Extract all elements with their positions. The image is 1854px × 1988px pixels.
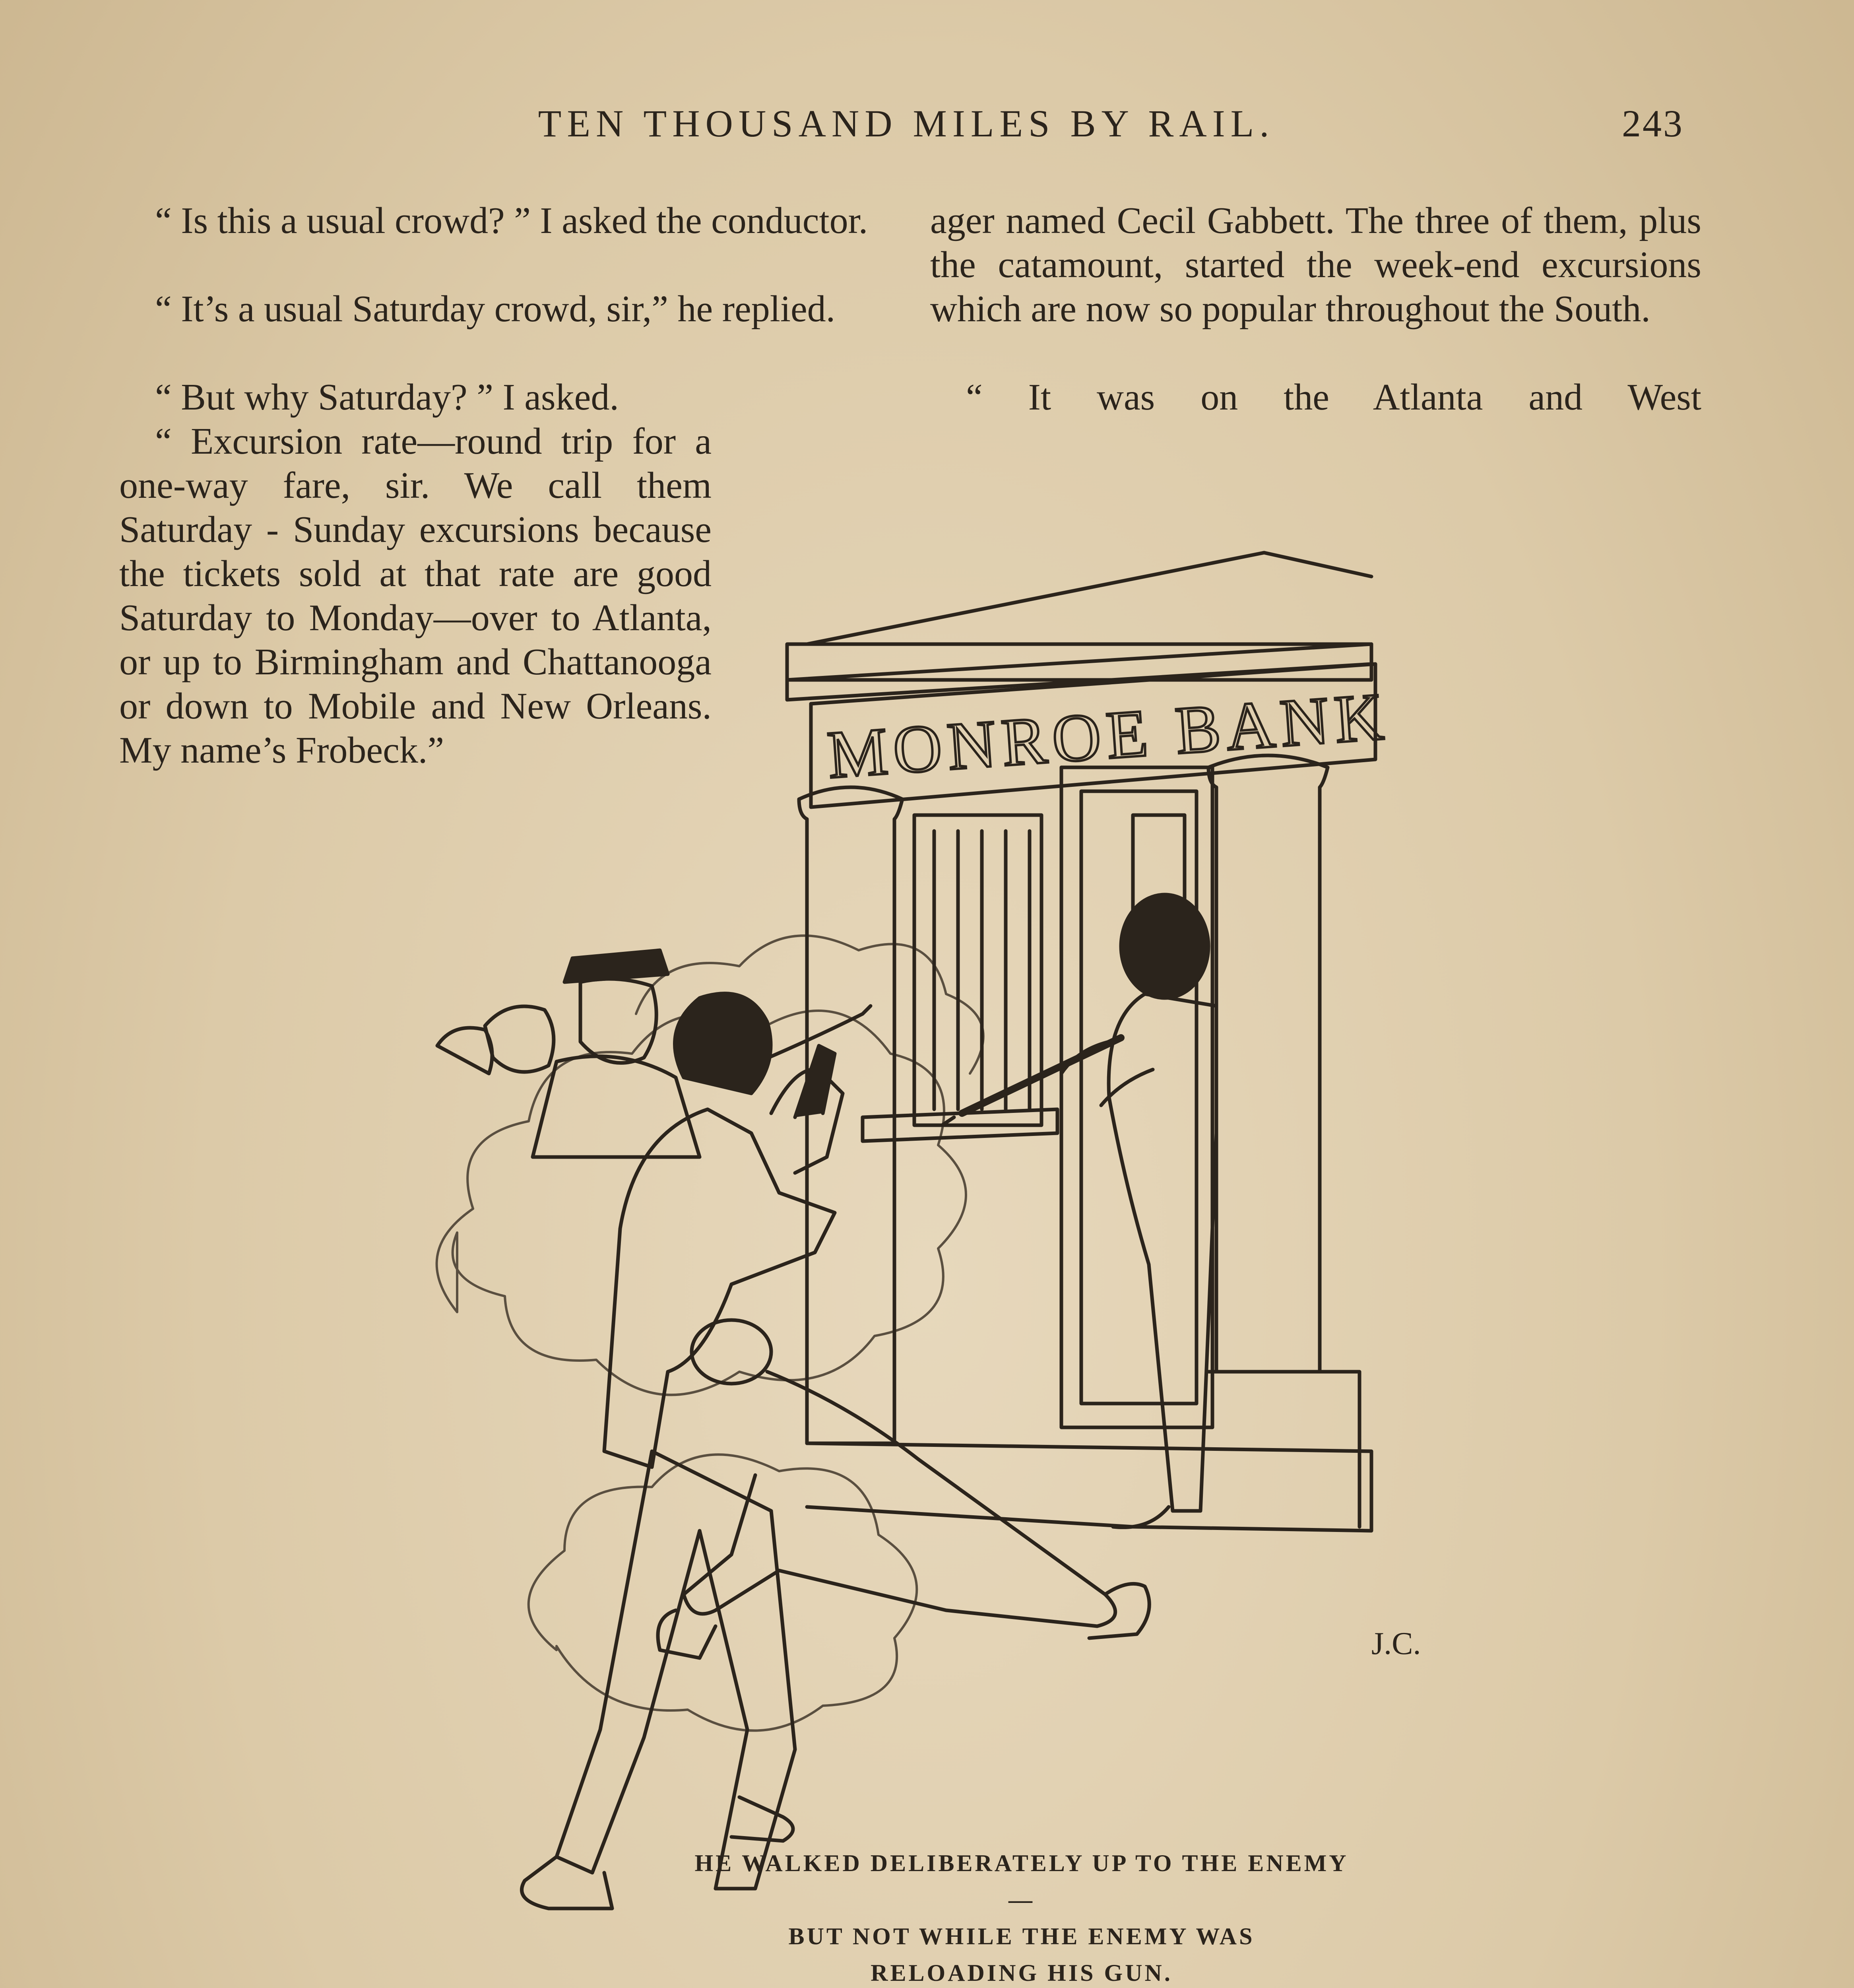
paragraph-excursion-rate: “ Excursion rate—round trip for a one-way fare, sir. We call them Saturday - Sunday excursions because the tickets sold at that rate are good Saturday to Monday—over to Atlanta, or up to Birmingham and Chattanooga or down to Mobile and New Orleans. My name’s Frobeck.” (119, 421, 712, 771)
caption-line: BUT NOT WHILE THE ENEMY WAS (788, 1923, 1255, 1949)
page-number: 243 (1622, 102, 1684, 145)
paragraph-usual-crowd: “ Is this a usual crowd? ” I asked the conductor. (155, 200, 868, 241)
gunman-figure (522, 994, 871, 1908)
caption-line: RELOADING HIS GUN. (871, 1960, 1173, 1986)
illustration-caption (684, 1845, 1359, 1988)
paragraph-gabbett: ager named Cecil Gabbett. The three of them, plus the catamount, started the week-end excursions which are now so popular throughout the South. (930, 200, 1701, 330)
caption-line: HE WALKED DELIBERATELY UP TO THE ENEMY— (694, 1850, 1349, 1913)
fallen-figure (658, 1320, 1149, 1658)
running-header: TEN THOUSAND MILES BY RAIL. (538, 102, 1275, 145)
paragraph-saturday-crowd: “ It’s a usual Saturday crowd, sir,” he replied. (155, 288, 836, 330)
bank-sign-text: MONROE BANK (825, 678, 1392, 793)
bank-shootout-illustration (358, 457, 1530, 1988)
paragraph-why-saturday: “ But why Saturday? ” I asked. (155, 377, 619, 418)
paragraph-atlanta-west: “ It was on the Atlanta and West (966, 377, 1701, 418)
onlookers-group (437, 950, 700, 1157)
artist-signature: J.C. (1371, 1626, 1421, 1661)
